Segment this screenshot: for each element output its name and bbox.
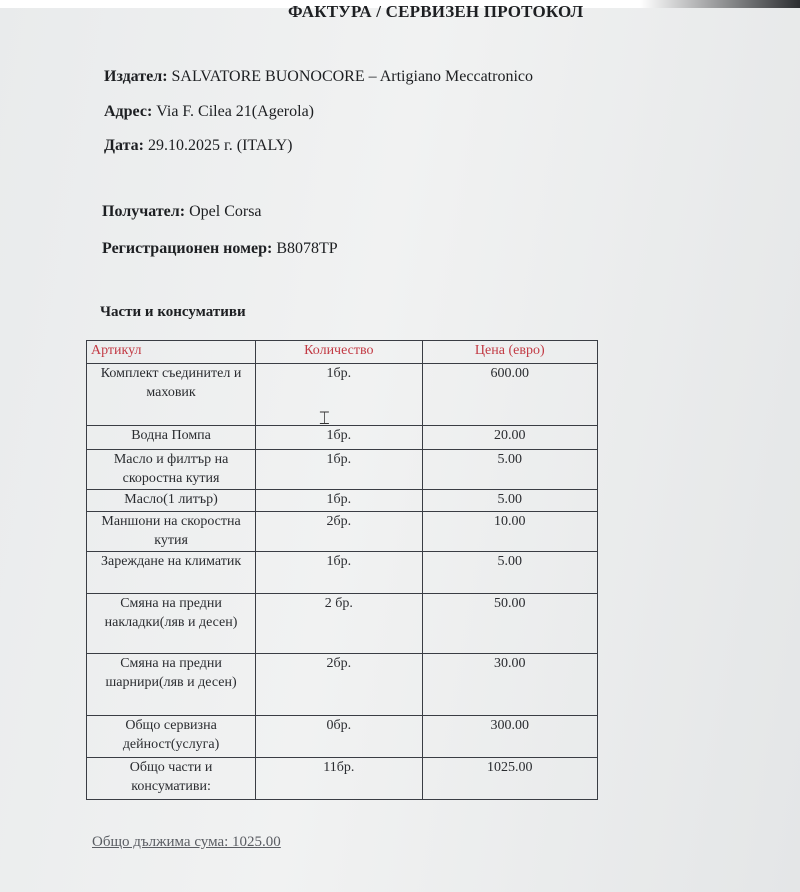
- row-quantity: 1бр.: [256, 450, 422, 490]
- row-quantity: 11бр.: [256, 758, 422, 800]
- table-row: [87, 654, 598, 716]
- parts-table: [86, 340, 598, 800]
- total-due: Общо дължима сума: 1025.00: [92, 834, 281, 850]
- row-price: 1025.00: [422, 758, 597, 800]
- table-row: [87, 490, 598, 512]
- row-quantity: 0бр.: [256, 716, 422, 758]
- row-article: Масло и филтър на скоростна кутия: [87, 450, 256, 490]
- row-article: Смяна на предни накладки(ляв и десен): [87, 594, 256, 654]
- row-article: Масло(1 литър): [87, 490, 256, 512]
- issuer-line: [104, 68, 533, 86]
- text-cursor-icon: ⌶: [319, 408, 330, 429]
- date-value: 29.10.2025 г. (ITALY): [147, 137, 293, 154]
- header-article: Артикул: [87, 341, 256, 364]
- header-quantity: Количество: [256, 341, 422, 364]
- issuer-value: SALVATORE BUONOCORE – Artigiano Meccatronico: [171, 68, 533, 85]
- document-title: ФАКТУРА / СЕРВИЗЕН ПРОТОКОЛ: [288, 2, 584, 21]
- table-row: [87, 364, 598, 426]
- row-quantity: 2 бр.: [256, 594, 422, 654]
- table-row: [87, 594, 598, 654]
- row-price: 30.00: [422, 654, 597, 716]
- row-price: 600.00: [422, 364, 597, 426]
- row-quantity: 1бр.: [256, 426, 422, 450]
- recipient-value: Opel Corsa: [189, 203, 262, 220]
- row-price: 20.00: [422, 426, 597, 450]
- row-quantity: 2бр.: [256, 512, 422, 552]
- row-article: Общо части и консумативи:: [87, 758, 256, 800]
- address-label: Адрес:: [104, 103, 153, 120]
- date-line: [104, 137, 293, 155]
- registration-value: B8078TP: [276, 240, 338, 257]
- table-row: [87, 552, 598, 594]
- table-row: [87, 450, 598, 490]
- section-title: Части и консумативи: [100, 304, 246, 320]
- row-price: 5.00: [422, 490, 597, 512]
- table-header-row: [87, 341, 598, 364]
- row-price: 5.00: [422, 552, 597, 594]
- date-label: Дата:: [104, 137, 144, 154]
- row-article: Общо сервизна дейност(услуга): [87, 716, 256, 758]
- recipient-label: Получател:: [102, 203, 186, 220]
- row-article: Водна Помпа: [87, 426, 256, 450]
- row-quantity: 1бр.: [256, 552, 422, 594]
- table-row: [87, 716, 598, 758]
- row-article: Маншони на скоростна кутия: [87, 512, 256, 552]
- row-price: 10.00: [422, 512, 597, 552]
- address-line: [104, 103, 314, 121]
- row-quantity: 2бр.: [256, 654, 422, 716]
- row-quantity: 1бр.: [256, 490, 422, 512]
- row-price: 5.00: [422, 450, 597, 490]
- row-quantity: 1бр.: [256, 364, 422, 426]
- row-price: 300.00: [422, 716, 597, 758]
- row-article: Комплект съединител и маховик: [87, 364, 256, 426]
- header-price: Цена (евро): [422, 341, 597, 364]
- table-row: [87, 426, 598, 450]
- registration-label: Регистрационен номер:: [102, 240, 273, 257]
- table-row: [87, 758, 598, 800]
- registration-line: [102, 240, 338, 258]
- recipient-line: [102, 203, 262, 221]
- table-row: [87, 512, 598, 552]
- row-price: 50.00: [422, 594, 597, 654]
- row-article: Смяна на предни шарнири(ляв и десен): [87, 654, 256, 716]
- address-value: Via F. Cilea 21(Agerola): [156, 103, 314, 120]
- issuer-label: Издател:: [104, 68, 168, 85]
- row-article: Зареждане на климатик: [87, 552, 256, 594]
